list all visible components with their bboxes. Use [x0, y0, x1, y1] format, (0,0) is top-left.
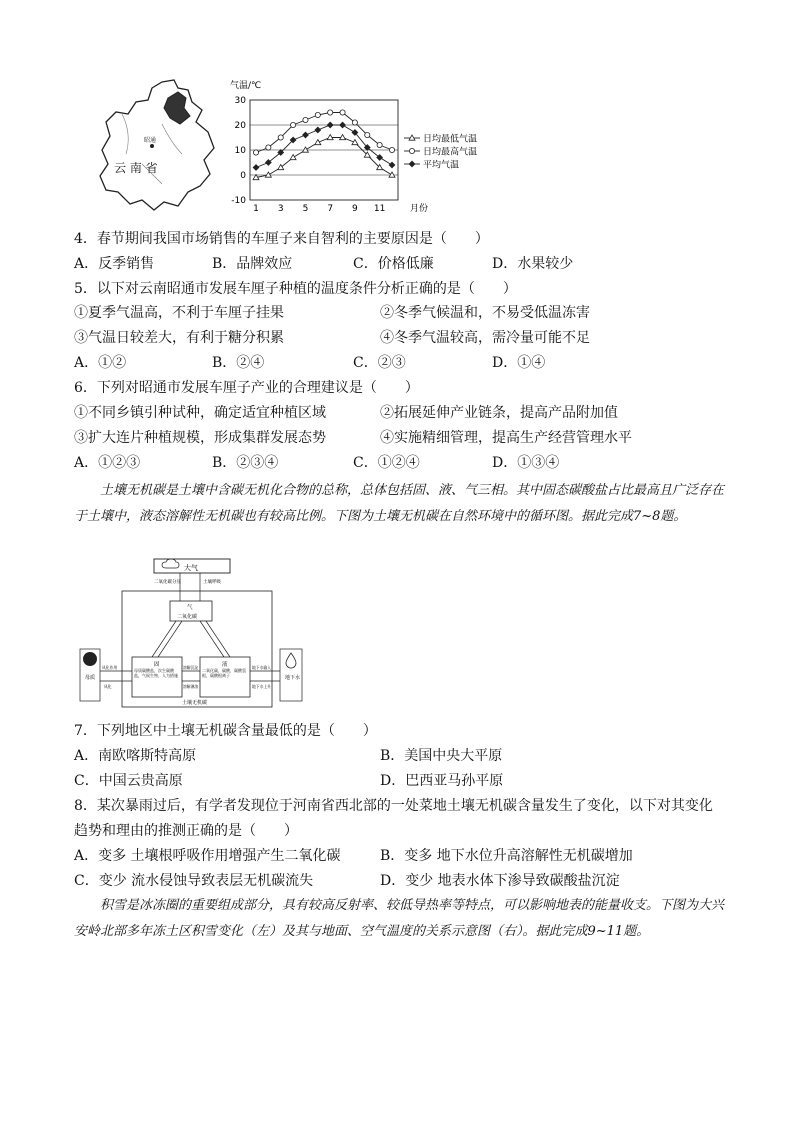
series-line-circle — [256, 113, 392, 153]
data-point-triangle — [302, 147, 308, 152]
y-tick-label: 30 — [234, 96, 246, 106]
x-tick-label: 1 — [253, 204, 259, 214]
frame-label: 土壤无机碳 — [182, 700, 208, 706]
q6-statement-2: ②拓展延伸产业链条，提高产品附加值 — [380, 405, 618, 421]
x-axis-label: 月份 — [410, 204, 429, 214]
q8-option-c[interactable]: C．变少 流水侵蚀导致表层无机碳流失 — [74, 873, 314, 889]
y-axis-label: 气温/℃ — [230, 81, 262, 91]
map-city-label: 昭通 — [144, 137, 157, 144]
q7-option-d[interactable]: D．巴西亚马孙平原 — [380, 773, 504, 789]
data-point-diamond — [327, 122, 333, 128]
carbon-cycle-diagram — [76, 553, 306, 713]
q6-option-c[interactable]: C．①②④ — [353, 455, 420, 471]
y-tick-label: 0 — [240, 171, 246, 181]
legend-label: 日均最高气温 — [423, 147, 478, 158]
q7-option-a[interactable]: A．南欧喀斯特高原 — [74, 748, 197, 764]
data-point-circle — [278, 135, 283, 140]
intro-snow-cover: 积雪是冰冻圈的重要组成部分，具有较高反射率、较低导热率等特点，可以影响地表的能量收支。下图为大兴安岭北部多年冻土区积雪变化（左）及其与地面、空气温度的关系示意图（右）。据此完成9~11题。 — [74, 898, 725, 939]
q6-statement-4: ④实施精细管理，提高生产经营管理水平 — [380, 430, 632, 446]
q5-statement-4: ④冬季气温较高，需冷量可能不足 — [380, 330, 590, 346]
legend-label: 日均最低气温 — [423, 134, 478, 145]
data-point-diamond — [253, 165, 259, 171]
data-point-circle — [377, 142, 382, 147]
data-point-circle — [290, 122, 295, 127]
up-left-label: 二氧化碳分压 — [154, 580, 181, 585]
x-tick-label: 7 — [327, 204, 334, 214]
gas-title: 气 — [187, 605, 193, 611]
right-arrow-bottom-label: 地下水上升 — [252, 684, 271, 689]
q4-option-d[interactable]: D．水果较少 — [492, 256, 574, 272]
series-line-triangle — [256, 138, 392, 178]
y-tick-label: 20 — [234, 121, 246, 131]
q5-statement-1: ①夏季气温高，不利于车厘子挂果 — [74, 305, 284, 321]
solid-title: 固 — [154, 662, 160, 668]
q8-option-a[interactable]: A．变多 土壤根呼吸作用增强产生二氧化碳 — [74, 848, 341, 864]
q5-option-a[interactable]: A．①② — [74, 355, 127, 371]
data-point-circle — [365, 132, 370, 137]
data-point-circle — [389, 147, 394, 152]
rock-icon — [83, 652, 97, 666]
data-point-circle — [352, 120, 357, 125]
q4-option-b[interactable]: B．品牌效应 — [212, 256, 293, 272]
x-tick-label: 3 — [277, 204, 284, 214]
data-point-triangle — [265, 172, 271, 177]
q5-option-d[interactable]: D．①④ — [492, 355, 546, 371]
gas-subtitle: 二氧化碳 — [177, 614, 198, 620]
data-point-circle — [266, 145, 271, 150]
data-point-circle — [303, 117, 308, 122]
climate-chart — [222, 72, 528, 218]
water-drop-icon — [286, 653, 296, 668]
q7-option-b[interactable]: B．美国中央大平原 — [380, 748, 503, 764]
q6-statement-3: ③扩大连片种植规模，形成集群发展态势 — [74, 430, 326, 446]
groundwater-label: 地下水 — [285, 675, 301, 681]
q6-option-b[interactable]: B．②③④ — [212, 455, 279, 471]
data-point-diamond — [389, 162, 395, 168]
mid-bottom-label: 溶解淋溶 — [183, 684, 199, 689]
up-right-label: 土壤呼吸 — [203, 580, 221, 585]
q6-statement-1: ①不同乡镇引种试种，确定适宜种植区域 — [74, 405, 326, 421]
mid-top-label: 溶解沉淀 — [183, 665, 199, 670]
left-arrow-bottom-label: 风化 — [104, 684, 112, 689]
q5-statement-2: ②冬季气候温和，不易受低温冻害 — [380, 305, 590, 321]
legend-marker-circle — [409, 148, 414, 153]
liquid-description: 二氧化碳，碳酸，碳酸氢根，碳酸根离子 — [202, 668, 246, 678]
data-point-circle — [253, 150, 258, 155]
legend-label: 平均气温 — [423, 160, 460, 171]
q8-option-b[interactable]: B．变多 地下水位升高溶解性无机碳增加 — [380, 848, 633, 864]
map-province-label: 云 南 省 — [114, 161, 158, 175]
q5-stem: 5．以下对云南昭通市发展车厘子种植的温度条件分析正确的是（ ） — [74, 281, 517, 297]
q7-option-c[interactable]: C．中国云贵高原 — [74, 773, 183, 789]
q8-stem-line2: 趋势和理由的推测正确的是（ ） — [74, 823, 298, 839]
q4-stem: 4．春节期间我国市场销售的车厘子来自智利的主要原因是（ ） — [74, 231, 489, 247]
data-point-triangle — [389, 172, 395, 177]
right-arrow-top-label: 地下水输入 — [252, 665, 271, 670]
q8-option-d[interactable]: D．变少 地表水体下渗导致碳酸盐沉淀 — [380, 873, 620, 889]
q5-option-c[interactable]: C．②③ — [353, 355, 406, 371]
q6-option-d[interactable]: D．①③④ — [492, 455, 560, 471]
q6-stem: 6．下列对昭通市发展车厘子产业的合理建议是（ ） — [74, 380, 419, 396]
x-tick-label: 11 — [373, 204, 386, 214]
q6-option-a[interactable]: A．①②③ — [74, 455, 141, 471]
q4-option-a[interactable]: A．反季销售 — [74, 256, 155, 272]
legend-marker-diamond — [409, 161, 415, 167]
data-point-circle — [340, 110, 345, 115]
y-tick-label: -10 — [231, 196, 246, 206]
q5-option-b[interactable]: B．②④ — [212, 355, 265, 371]
data-point-triangle — [290, 155, 296, 160]
x-tick-label: 9 — [352, 204, 358, 214]
intro-soil-carbon: 土壤无机碳是土壤中含碳无机化合物的总称，总体包括固、液、气三相。其中固态碳酸盐占比最高且广泛存在于土壤中，液态溶解性无机碳也有较高比例。下图为土壤无机碳在自然环境中的循环图。据此完成7~8题。 — [74, 483, 725, 524]
x-tick-label: 5 — [302, 204, 309, 214]
data-point-circle — [328, 110, 333, 115]
q7-stem: 7．下列地区中土壤无机碳含量最低的是（ ） — [74, 723, 377, 739]
yunnan-map — [92, 74, 222, 214]
solid-description: 母质碳酸盐，次生碳酸盐，气候生物，人为措施 — [134, 668, 178, 678]
data-point-diamond — [315, 127, 321, 133]
y-tick-label: 10 — [234, 146, 246, 156]
liquid-title: 液 — [222, 662, 228, 668]
q5-statement-3: ③气温日较差大，有利于糖分积累 — [74, 330, 284, 346]
q4-option-c[interactable]: C．价格低廉 — [353, 256, 434, 272]
series-line-diamond — [256, 125, 392, 168]
data-point-diamond — [340, 122, 346, 128]
data-point-diamond — [302, 132, 308, 138]
q8-stem-line1: 8．某次暴雨过后，有学者发现位于河南省西北部的一处菜地土壤无机碳含量发生了变化，以下对其变化 — [74, 798, 713, 814]
parent-material-label: 母质 — [85, 675, 96, 681]
atmosphere-label: 大气 — [184, 564, 198, 572]
data-point-circle — [315, 112, 320, 117]
left-arrow-top-label: 风化作用 — [102, 665, 118, 670]
